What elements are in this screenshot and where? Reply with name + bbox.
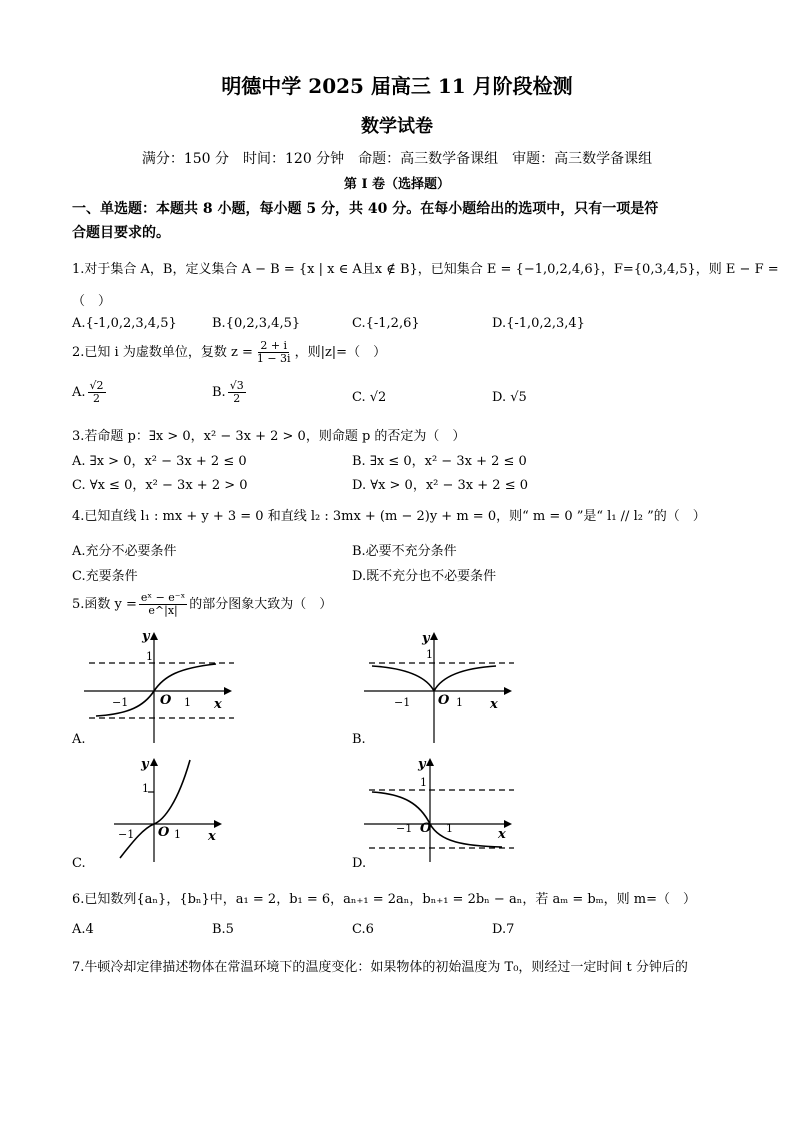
q5-graph-a bbox=[84, 628, 244, 748]
q5-graph-a-tick-1: 1 bbox=[146, 650, 153, 663]
q5-graph-b-tick-x1: 1 bbox=[456, 696, 463, 709]
q5-graph-b-tick-1: 1 bbox=[426, 648, 433, 661]
q5-graph-c-label: C. bbox=[72, 856, 86, 871]
q6-option-a: A.4 bbox=[72, 922, 94, 937]
q5-graph-c bbox=[84, 752, 244, 867]
q1-stem: 1.对于集合 A，B，定义集合 A − B = {x | x ∈ A且x ∉ B}，已知集合 E = {−1,0,2,4,6}，F={0,3,4,5}，则 E − F = bbox=[72, 262, 779, 277]
q2-suffix: ，则|z|=（ ） bbox=[294, 345, 387, 360]
q4-option-c: C.充要条件 bbox=[72, 569, 138, 584]
q3-stem: 3.若命题 p：∃x > 0，x² − 3x + 2 > 0，则命题 p 的否定为（ ） bbox=[72, 429, 466, 444]
q5-graph-c-tick-1: 1 bbox=[142, 782, 149, 795]
q5-graph-b bbox=[364, 628, 524, 748]
q1-blank: （ ） bbox=[72, 294, 112, 309]
q5-graph-a-tick-x1: 1 bbox=[184, 696, 191, 709]
q5-graph-d-tick-x1: 1 bbox=[446, 822, 453, 835]
q5-graph-b-tick-neg1: −1 bbox=[394, 696, 411, 709]
q3-option-a: A. ∃x > 0，x² − 3x + 2 ≤ 0 bbox=[72, 454, 247, 469]
q5-graph-c-tick-neg1: −1 bbox=[118, 828, 135, 841]
q6-stem: 6.已知数列{aₙ}，{bₙ}中，a₁ = 2，b₁ = 6，aₙ₊₁ = 2aₙ，bₙ₊₁ = 2bₙ − aₙ，若 aₘ = bₘ，则 m=（ ） bbox=[72, 892, 696, 907]
q6-option-c: C.6 bbox=[352, 922, 374, 937]
exam-title: 明德中学 2025 届高三 11 月阶段检测 bbox=[221, 74, 573, 98]
q6-option-b: B.5 bbox=[212, 922, 234, 937]
q5-graph-d-y-label: y bbox=[418, 757, 426, 772]
q4-option-b: B.必要不充分条件 bbox=[352, 544, 457, 559]
q5-stem bbox=[72, 592, 332, 617]
exam-meta: 满分：150 分 时间：120 分钟 命题：高三数学备课组 审题：高三数学备课组 bbox=[141, 151, 653, 167]
q5-graph-a-label: A. bbox=[72, 732, 86, 747]
q3-option-b: B. ∃x ≤ 0，x² − 3x + 2 ≤ 0 bbox=[352, 454, 527, 469]
q2-option-c: C. √2 bbox=[352, 390, 387, 405]
q5-graph-d-x-label: x bbox=[498, 827, 506, 842]
q2-option-a bbox=[72, 380, 108, 405]
q3-option-d: D. ∀x > 0，x² − 3x + 2 ≤ 0 bbox=[352, 478, 528, 493]
q4-option-d: D.既不充分也不必要条件 bbox=[352, 569, 497, 584]
q2-option-d: D. √5 bbox=[492, 390, 527, 405]
q2-fraction-num: 2 + i bbox=[260, 339, 288, 352]
q2-option-a-den: 2 bbox=[93, 392, 101, 405]
q7-stem: 7.牛顿冷却定律描述物体在常温环境下的温度变化：如果物体的初始温度为 T₀，则经过一定时间 t 分钟后的 bbox=[72, 960, 688, 975]
q5-graph-b-label: B. bbox=[352, 732, 366, 747]
q1-option-d: D.{-1,0,2,3,4} bbox=[492, 316, 585, 331]
q2-option-a-num: √2 bbox=[89, 379, 104, 392]
q5-graph-c-y-label: y bbox=[141, 757, 149, 772]
q2-option-b-label: B. bbox=[212, 385, 226, 400]
q4-option-a: A.充分不必要条件 bbox=[72, 544, 177, 559]
q2-fraction-den: 1 − 3i bbox=[256, 352, 291, 365]
q5-graph-d bbox=[364, 752, 524, 867]
q1-option-a: A.{-1,0,2,3,4,5} bbox=[72, 316, 177, 331]
volume-heading: 第 I 卷（选择题） bbox=[343, 177, 451, 192]
q5-fraction-num: eˣ − e⁻ˣ bbox=[140, 591, 186, 604]
q5-graph-d-label: D. bbox=[352, 856, 367, 871]
q3-option-c: C. ∀x ≤ 0，x² − 3x + 2 > 0 bbox=[72, 478, 248, 493]
q2-option-b-frac bbox=[228, 380, 246, 405]
q5-graph-a-x-label: x bbox=[214, 697, 222, 712]
q5-graph-a-y-label: y bbox=[142, 629, 150, 644]
q5-graph-c-tick-x1: 1 bbox=[174, 828, 181, 841]
q5-graph-b-y-label: y bbox=[422, 631, 430, 646]
q5-graph-b-origin: O bbox=[438, 693, 450, 708]
q5-graph-a-tick-neg1: −1 bbox=[112, 696, 129, 709]
q1-option-c: C.{-1,2,6} bbox=[352, 316, 420, 331]
q5-suffix: 的部分图象大致为（ ） bbox=[189, 597, 333, 612]
q2-option-b-den: 2 bbox=[233, 392, 241, 405]
q2-option-a-label: A. bbox=[72, 385, 86, 400]
q6-option-d: D.7 bbox=[492, 922, 515, 937]
q2-option-a-frac bbox=[88, 380, 106, 405]
q5-graph-c-x-label: x bbox=[208, 829, 216, 844]
q5-graph-d-tick-neg1: −1 bbox=[396, 822, 413, 835]
q5-graph-b-x-label: x bbox=[490, 697, 498, 712]
q5-graph-c-origin: O bbox=[158, 825, 170, 840]
q2-prefix: 2.已知 i 为虚数单位，复数 z = bbox=[72, 345, 253, 360]
q2-fraction bbox=[255, 340, 293, 365]
q5-fraction bbox=[139, 592, 187, 617]
exam-subtitle: 数学试卷 bbox=[361, 116, 433, 137]
q5-graph-a-origin: O bbox=[160, 693, 172, 708]
section-heading-line1: 一、单选题：本题共 8 小题，每小题 5 分，共 40 分。在每小题给出的选项中，只有一项是符 bbox=[72, 201, 659, 217]
q5-fraction-den: e^|x| bbox=[148, 604, 178, 617]
q2-stem bbox=[72, 340, 386, 365]
q2-option-b bbox=[212, 380, 248, 405]
q4-stem: 4.已知直线 l₁ : mx + y + 3 = 0 和直线 l₂ : 3mx + (m − 2)y + m = 0，则“ m = 0 ”是“ l₁ // l₂ ”的（ ） bbox=[72, 509, 706, 524]
q1-option-b: B.{0,2,3,4,5} bbox=[212, 316, 301, 331]
q5-prefix: 5.函数 y = bbox=[72, 597, 137, 612]
q2-option-b-num: √3 bbox=[229, 379, 244, 392]
section-heading-line2: 合题目要求的。 bbox=[72, 225, 170, 241]
q5-graph-d-origin: O bbox=[420, 821, 432, 836]
q5-graph-d-tick-1: 1 bbox=[420, 776, 427, 789]
